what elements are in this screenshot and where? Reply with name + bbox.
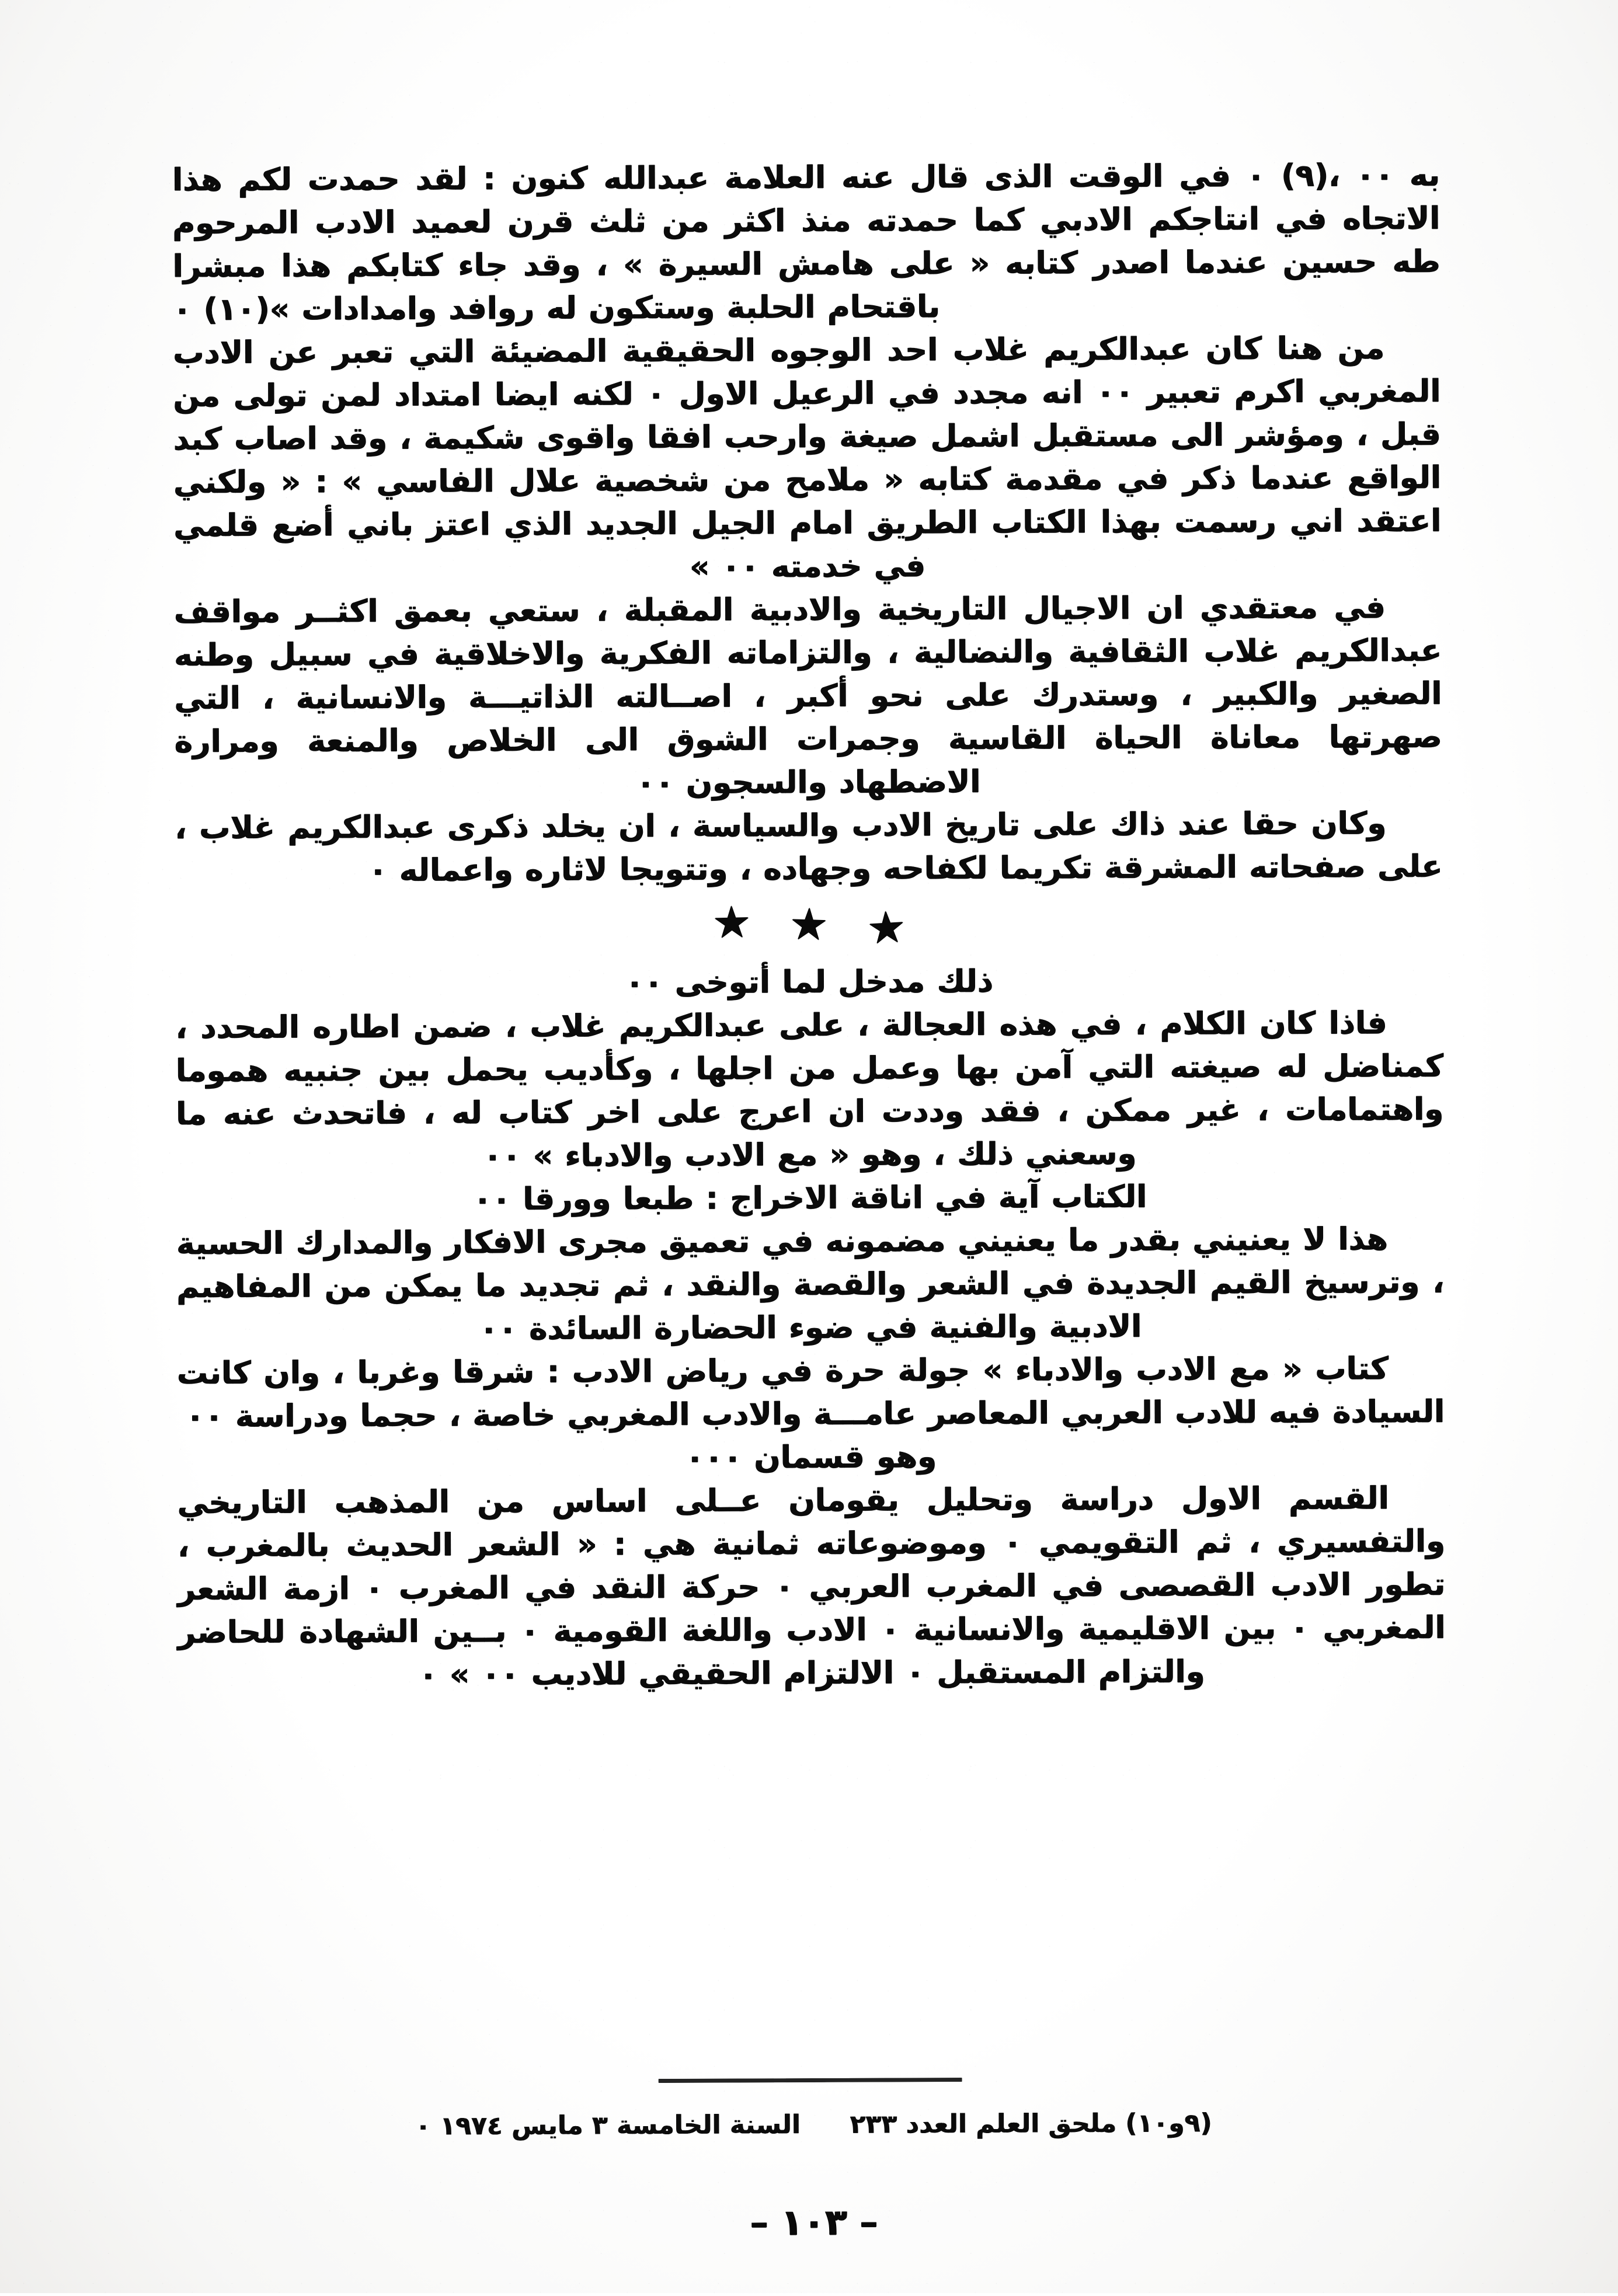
footnote-separator-rule — [659, 2078, 962, 2083]
paragraph-4: وكان حقا عند ذاك على تاريخ الادب والسياسة ، ان يخلد ذكرى عبدالكريم غلاب ، على صفحاته المشرقة تكريما لكفاحه وجهاده ، وتتويجا لاثاره واعماله ٠ — [175, 802, 1443, 893]
paragraph-3: في معتقدي ان الاجيال التاريخية والادبية المقبلة ، ستعي بعمق اكثــر مواقف عبدالكريم غلاب الثقافية والنضالية ، والتزاماته الفكرية والاخلاقية في سبيل وطنه الصغير والكبير ، وستدرك على نحو أكبر ، اصــالته الذاتيـــة والانسانية ، التي صهرتها معاناة الحياة القاسية وجمرات الشوق الى الخلاص والمنعة ومرارة الاضطهاد والسجون ٠٠ — [174, 586, 1442, 807]
star-icon: ★ — [789, 903, 829, 947]
paragraph-10: وهو قسمان ٠٠٠ — [177, 1434, 1445, 1482]
paragraph-7: الكتاب آية في اناقة الاخراج : طبعا وورقا ٠٠ — [176, 1175, 1444, 1222]
paragraph-6: فاذا كان الكلام ، في هذه العجالة ، على عبدالكريم غلاب ، ضمن اطاره المحدد ، كمناضل له صيغته التي آمن بها وعمل من اجلها ، وكأديب يحمل بين جنبيه هموما واهتمامات ، غير ممكن ، فقد وددت ان اعرج على اخر كتاب له ، فاتحدث عنه ما وسعني ذلك ، وهو « مع الادب والادباء » ٠٠ — [176, 1002, 1444, 1179]
paragraph-9: كتاب « مع الادب والادباء » جولة حرة في رياض الادب : شرقا وغربا ، وان كانت السيادة فيه للادب العربي المعاصر عامـــة والادب المغربي خاصة ، حجما ودراسة ٠٠ — [177, 1347, 1445, 1438]
paragraph-8: هذا لا يعنيني بقدر ما يعنيني مضمونه في تعميق مجرى الافكار والمدارك الحسية ، وترسيخ القيم الجديدة في الشعر والقصة والنقد ، ثم تجديد ما يمكن من المفاهيم الادبية والفنية في ضوء الحضارة السائدة ٠٠ — [176, 1218, 1445, 1352]
footnote-source: ملحق العلم العدد ٢٣٣ — [850, 2109, 1117, 2140]
paragraph-1: به ٠٠ ،(٩) ٠ في الوقت الذى قال عنه العلامة عبدالله كنون : لقد حمدت لكم هذا الاتجاه في انتاجكم الادبي كما حمدته منذ اكثر من ثلث قرن لعميد الادب المرحوم طه حسين عندما اصدر كتابه « على هامش السيرة » ، وقد جاء كتابكم هذا مبشرا باقتحام الحلبة وستكون له روافد وامدادات »(١٠) ٠ — [172, 154, 1440, 332]
paragraph-5: ذلك مدخل لما أتوخى ٠٠ — [175, 959, 1443, 1006]
star-divider — [175, 897, 1443, 957]
footnote-edition: السنة الخامسة ٣ مايس ١٩٧٤ ٠ — [415, 2110, 801, 2141]
star-icon: ★ — [712, 901, 751, 945]
footnote-marker: (٩و١٠) — [1125, 2108, 1212, 2138]
page-number: – ١٠٣ – — [5, 2198, 1618, 2247]
paragraph-2: من هنا كان عبدالكريم غلاب احد الوجوه الحقيقية المضيئة التي تعبر عن الادب المغربي اكرم تعبير ٠٠ انه مجدد في الرعيل الاول ٠ لكنه ايضا امتداد لمن تولى من قبل ، ومؤشر الى مستقبل اشمل صيغة وارحب افقا واقوى شكيمة ، وقد اصاب كبد الواقع عندما ذكر في مقدمة كتابه « ملامح من شخصية علال الفاسي » : « ولكني اعتقد اني رسمت بهذا الكتاب الطريق امام الجيل الجديد الذي اعتز باني أضع قلمي في خدمته ٠٠ » — [173, 327, 1442, 591]
footnote-zone — [180, 2076, 1447, 2144]
paragraph-11: القسم الاول دراسة وتحليل يقومان عــلى اساس من المذهب التاريخي والتفسيري ، ثم التقويمي ٠ وموضوعاته ثمانية هي : « الشعر الحديث بالمغرب ، تطور الادب القصصى في المغرب العربي ٠ حركة النقد في المغرب ٠ ازمة الشعر المغربي ٠ بين الاقليمية والانسانية ٠ الادب واللغة القومية ٠ بــين الشهادة للحاضر والتزام المستقبل ٠ الالتزام الحقيقي للاديب ٠٠ » ٠ — [178, 1477, 1446, 1698]
text-column — [172, 154, 1446, 1698]
footnote-line — [180, 2106, 1447, 2144]
star-icon: ★ — [866, 905, 907, 951]
